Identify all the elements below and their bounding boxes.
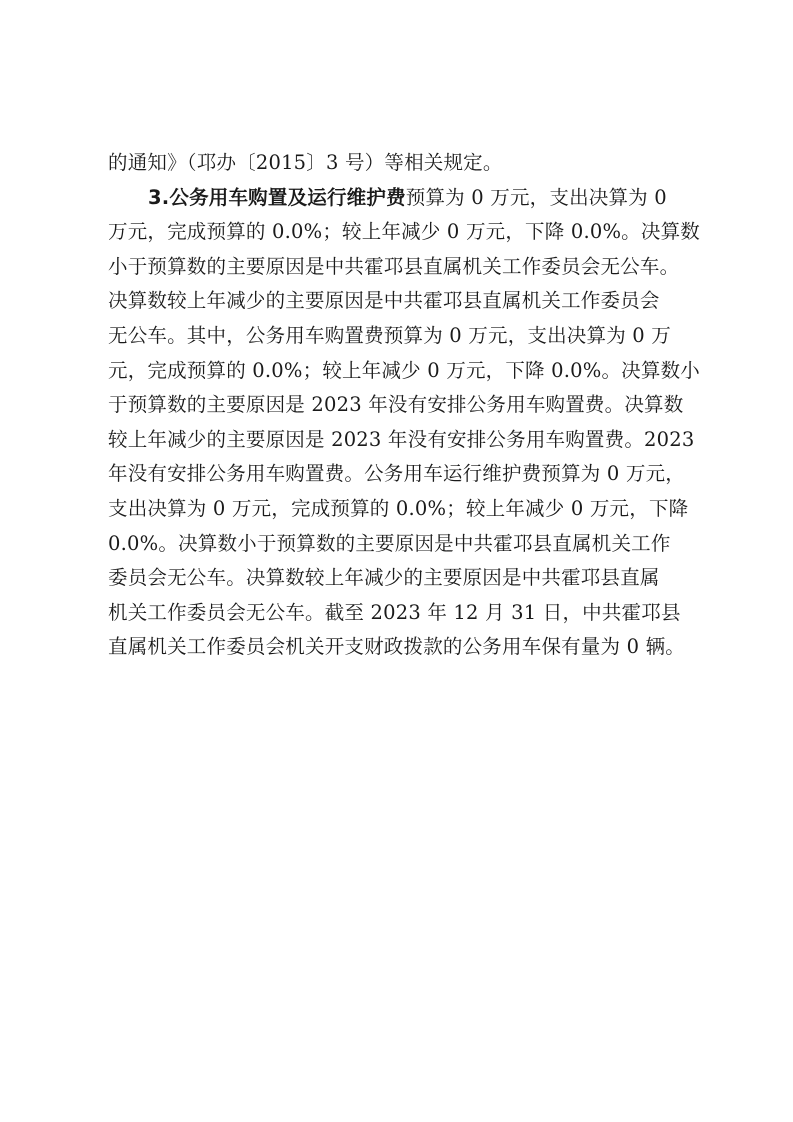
paragraph-line: 年没有安排公务用车购置费。公务用车运行维护费预算为 0 万元， (108, 462, 686, 486)
document-body (108, 146, 700, 665)
paragraph-line (108, 181, 688, 216)
paragraph-text: 预算为 0 万元，支出决算为 0 (405, 185, 667, 209)
paragraph-line: 小于预算数的主要原因是中共霍邛县直属机关工作委员会无公车。 (108, 254, 680, 278)
paragraph-line: 万元，完成预算的 0.0%；较上年减少 0 万元，下降 0.0%。决算数 (108, 220, 700, 244)
paragraph-line: 较上年减少的主要原因是 2023 年没有安排公务用车购置费。2023 (108, 427, 695, 451)
section-heading: 3.公务用车购置及运行维护费 (148, 185, 406, 209)
paragraph-line: 于预算数的主要原因是 2023 年没有安排公务用车购置费。决算数 (108, 393, 684, 417)
paragraph-line: 支出决算为 0 万元，完成预算的 0.0%；较上年减少 0 万元，下降 (108, 496, 689, 520)
paragraph-line: 委员会无公车。决算数较上年减少的主要原因是中共霍邛县直属 (108, 566, 660, 590)
paragraph-line: 直属机关工作委员会机关开支财政拨款的公务用车保有量为 0 辆。 (108, 635, 686, 659)
paragraph-line: 无公车。其中，公务用车购置费预算为 0 万元，支出决算为 0 万 (108, 323, 672, 347)
paragraph-line: 元，完成预算的 0.0%；较上年减少 0 万元，下降 0.0%。决算数小 (108, 358, 700, 382)
paragraph-line: 机关工作委员会无公车。截至 2023 年 12 月 31 日，中共霍邛县 (108, 600, 681, 624)
paragraph-line: 决算数较上年减少的主要原因是中共霍邛县直属机关工作委员会 (108, 289, 660, 313)
paragraph-line: 的通知》（邛办〔2015〕3 号）等相关规定。 (108, 151, 503, 174)
paragraph-line: 0.0%。决算数小于预算数的主要原因是中共霍邛县直属机关工作 (108, 531, 671, 555)
